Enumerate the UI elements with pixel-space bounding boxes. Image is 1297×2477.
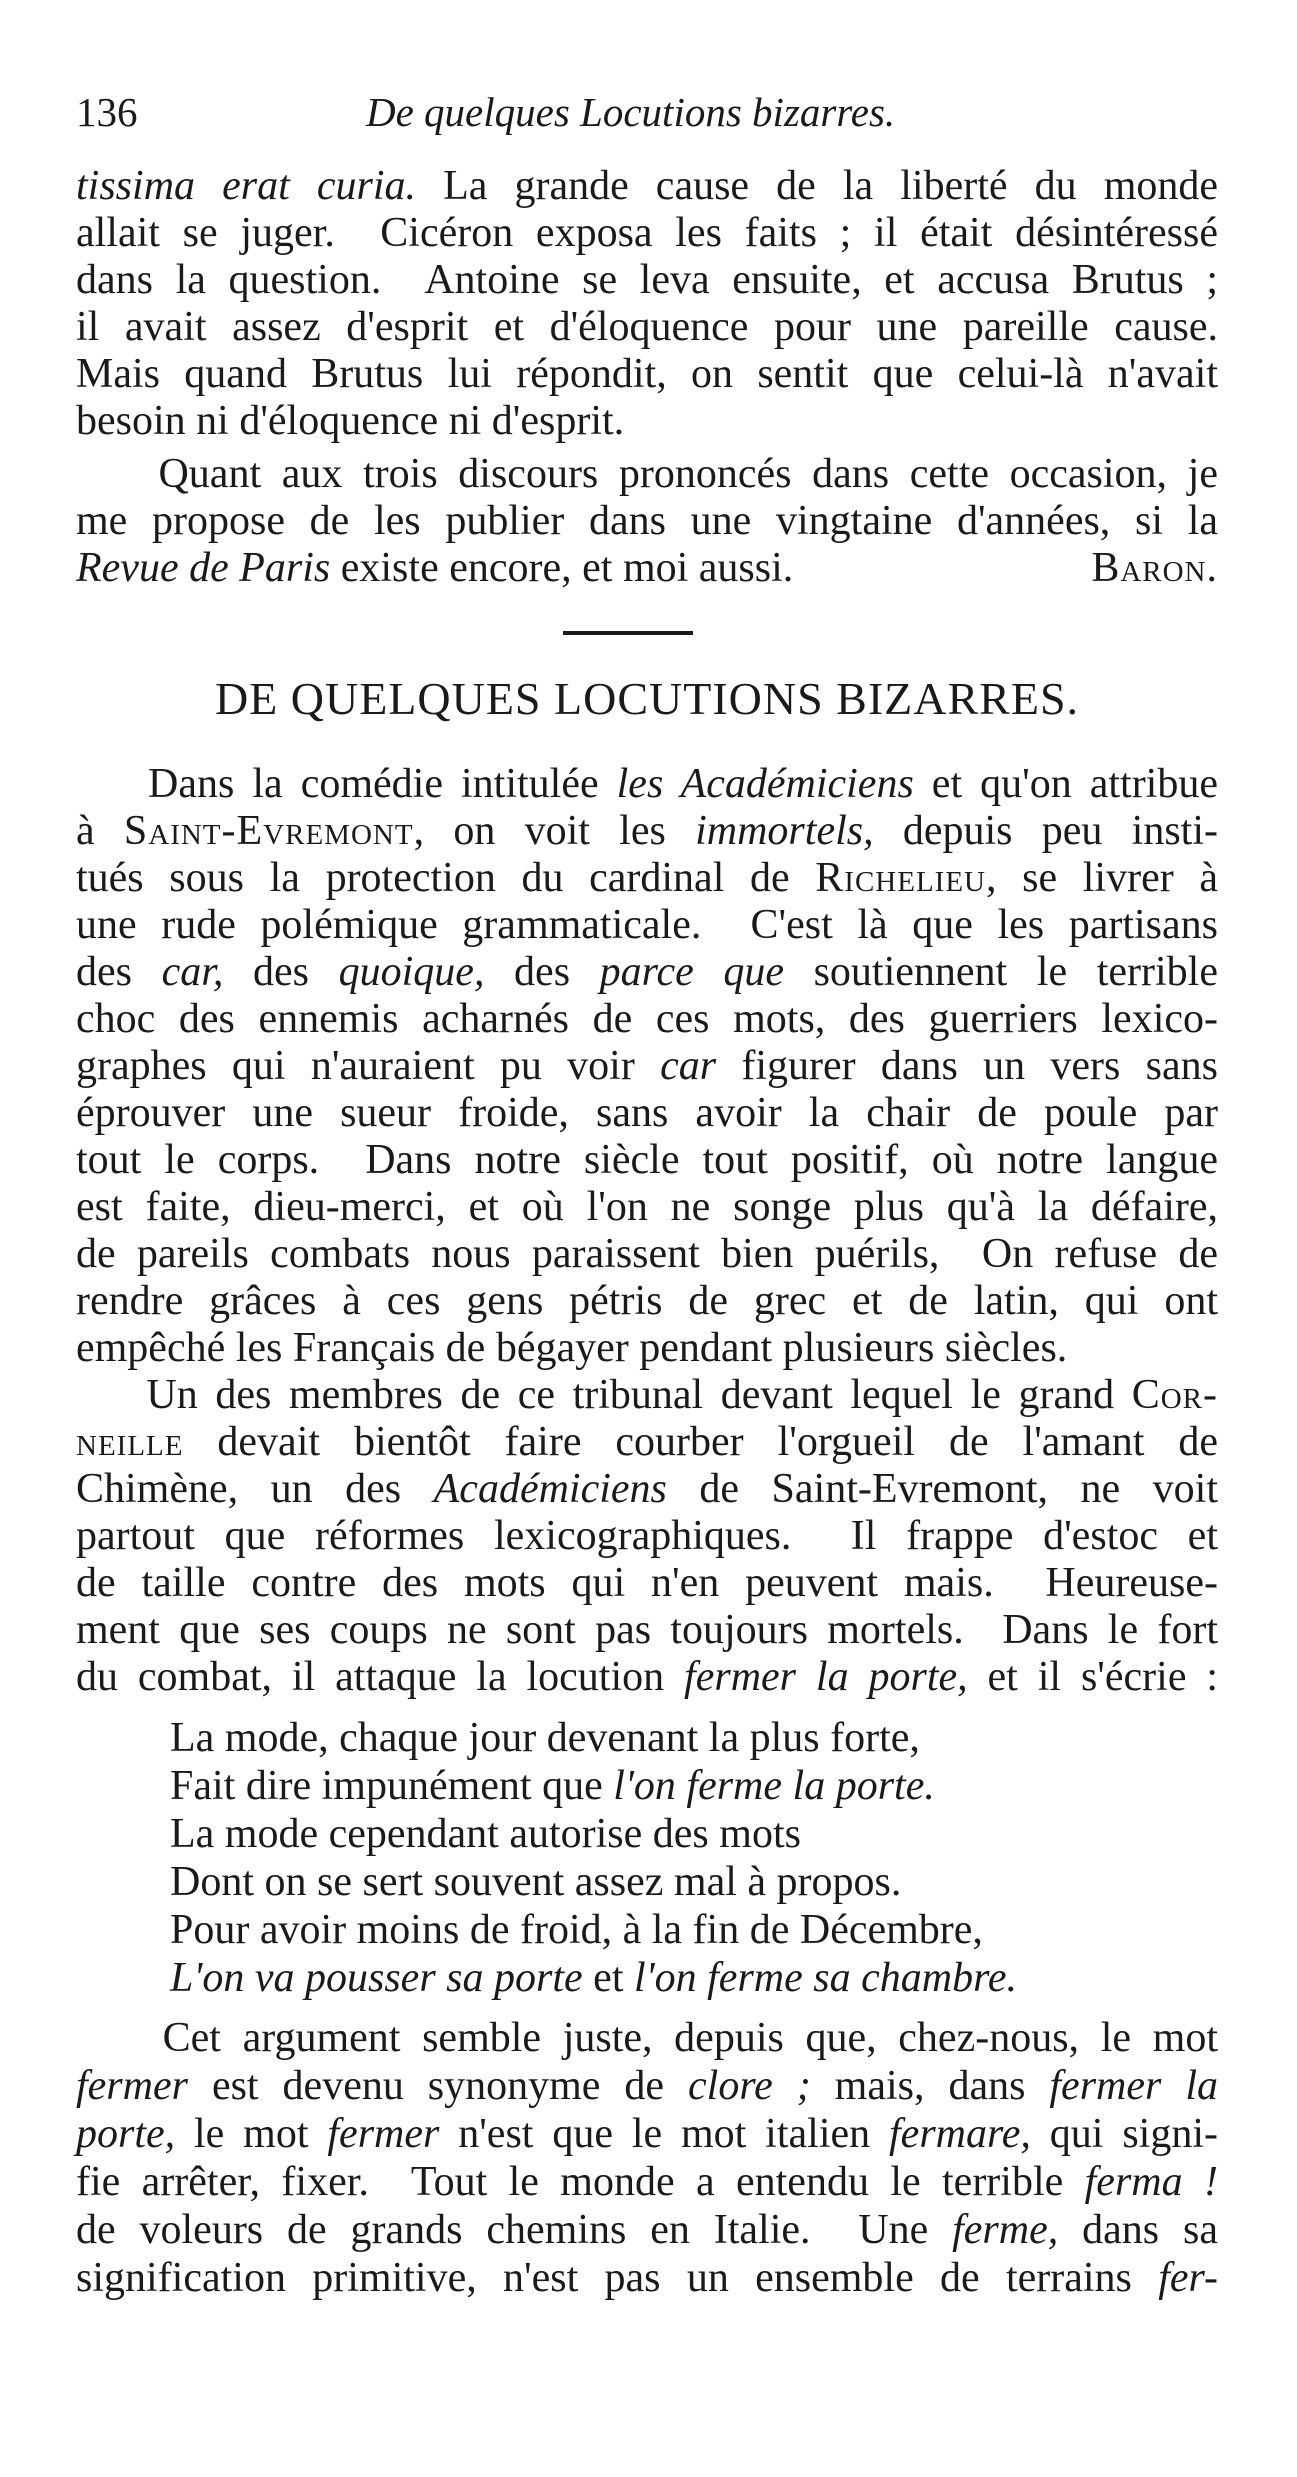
text-run: existe encore, et moi aussi.	[330, 545, 794, 591]
section-title: DE QUELQUES LOCUTIONS BIZARRES.	[214, 673, 1080, 724]
text-line	[76, 1089, 1218, 1137]
text-run: de pareils combats nous paraissent bien puérils, On refuse de	[76, 1231, 1218, 1277]
italic-text: fermer	[76, 2063, 188, 2109]
italic-text: L'on va pousser sa porte	[170, 1955, 583, 2001]
text-line	[76, 1277, 1218, 1325]
text-line	[76, 350, 1218, 398]
text-run: , se livrer à	[986, 855, 1218, 901]
text-line	[76, 544, 1218, 592]
italic-text: l'on ferme la porte.	[613, 1763, 935, 1809]
text-line	[76, 256, 1218, 304]
text-run: La mode, chaque jour devenant la plus forte,	[170, 1715, 920, 1761]
italic-text: Académiciens	[433, 1466, 667, 1512]
text-line	[76, 1653, 1218, 1701]
verse-line	[170, 1714, 920, 1762]
text-line	[76, 2062, 1218, 2110]
text-line	[76, 303, 1218, 351]
text-run: mais, dans	[810, 2063, 1050, 2109]
text-line	[76, 901, 1218, 949]
text-run: choc des ennemis acharnés de ces mots, des guerriers lexico-	[76, 996, 1218, 1042]
text-run: Pour avoir moins de froid, à la fin de Décembre,	[170, 1907, 983, 1953]
text-line	[76, 2158, 1218, 2206]
italic-text: porte,	[76, 2111, 176, 2157]
italic-text: car	[660, 1043, 717, 1089]
text-run: est devenu synonyme de	[187, 2063, 689, 2109]
text-run: et il s'écrie :	[967, 1654, 1219, 1700]
text-line	[76, 807, 1218, 855]
text-line	[76, 2014, 1218, 2062]
text-line	[76, 450, 1218, 498]
text-line	[76, 209, 1218, 257]
text-line	[76, 1324, 1067, 1372]
text-run: Chimène, un des	[76, 1466, 434, 1512]
italic-text: parce que	[599, 949, 784, 995]
text-line	[76, 1512, 1218, 1560]
text-run: il avait assez d'esprit et d'éloquence pour une pareille cause.	[76, 304, 1218, 350]
text-run: des	[76, 949, 162, 995]
text-run: ment que ses coups ne sont pas toujours mortels. Dans le fort	[76, 1607, 1218, 1653]
italic-text: les Académiciens	[616, 761, 914, 807]
text-run: tout le corps. Dans notre siècle tout positif, où notre langue	[76, 1137, 1218, 1183]
text-run: dans sa	[1058, 2207, 1218, 2253]
verse-line	[170, 1858, 901, 1906]
text-run: et	[582, 1955, 634, 2001]
text-run: Dans la comédie intitulée	[76, 761, 617, 807]
running-head	[76, 88, 1218, 148]
italic-text: ferma !	[1084, 2159, 1218, 2205]
text-line	[76, 995, 1218, 1043]
text-run: fie arrêter, fixer. Tout le monde a entendu le terrible	[76, 2159, 1085, 2205]
small-caps-text: Saint-Evremont	[123, 808, 414, 854]
text-run: partout que réformes lexicographiques. Il frappe d'estoc et	[76, 1513, 1218, 1559]
italic-text: fermare,	[889, 2111, 1031, 2157]
italic-text: immortels,	[695, 808, 874, 854]
text-run: Cet argument semble juste, depuis que, chez-nous, le mot	[76, 2015, 1218, 2061]
italic-text: fermer la porte,	[684, 1654, 968, 1700]
verse-line	[170, 1954, 1017, 2002]
text-run: empêché les Français de bégayer pendant plusieurs siècles.	[76, 1325, 1068, 1371]
small-caps-text: Richelieu	[815, 855, 986, 901]
text-run: éprouver une sueur froide, sans avoir la chair de poule par	[76, 1090, 1218, 1136]
text-run: La grande cause de la liberté du monde	[416, 163, 1218, 209]
verse-line	[170, 1762, 935, 1810]
text-run: La mode cependant autorise des mots	[170, 1811, 801, 1857]
italic-text: car,	[161, 949, 224, 995]
text-line	[76, 1371, 1218, 1419]
italic-text: Revue de Paris	[76, 545, 331, 591]
small-caps-text: neille	[76, 1419, 184, 1465]
italic-text: fermer	[327, 2111, 440, 2157]
italic-text: quoique,	[338, 949, 485, 995]
text-line	[76, 1606, 1218, 1654]
text-line	[76, 1230, 1218, 1278]
running-title: De quelques Locutions bizarres.	[366, 89, 896, 135]
text-run: me propose de les publier dans une vingtaine d'années, si la	[76, 498, 1218, 544]
italic-text: clore ;	[688, 2063, 811, 2109]
verse-line	[170, 1906, 983, 1954]
text-run: devait bientôt faire courber l'orgueil de l'amant de	[183, 1419, 1218, 1465]
italic-text: tissima erat curia.	[76, 163, 416, 209]
text-run: qui signi-	[1030, 2111, 1218, 2157]
text-line	[76, 854, 1218, 902]
text-run: des	[223, 949, 339, 995]
text-line	[76, 1418, 1218, 1466]
text-run: de taille contre des mots qui n'en peuvent mais. Heureuse-	[76, 1560, 1218, 1606]
text-line	[76, 1183, 1218, 1231]
verse-line	[170, 1810, 801, 1858]
text-run: n'est que le mot italien	[439, 2111, 890, 2157]
small-caps-text: Cor-	[1131, 1372, 1218, 1418]
text-run: Dont on se sert souvent assez mal à propos.	[170, 1859, 902, 1905]
text-run: Un des membres de ce tribunal devant lequel le grand	[76, 1372, 1132, 1418]
text-run: tués sous la protection du cardinal de	[76, 855, 816, 901]
author-signature: Baron.	[1091, 545, 1218, 591]
text-line	[76, 1559, 1218, 1607]
text-run: à	[76, 808, 124, 854]
text-run: et qu'on attribue	[913, 761, 1218, 807]
italic-text: fer-	[1158, 2255, 1218, 2301]
text-line	[76, 948, 1218, 996]
italic-text: l'on ferme sa chambre.	[633, 1955, 1018, 2001]
text-run: Fait dire impunément que	[170, 1763, 614, 1809]
text-line	[76, 760, 1218, 808]
text-run: des	[484, 949, 600, 995]
text-run: Mais quand Brutus lui répondit, on sentit que celui-là n'avait	[76, 351, 1218, 397]
text-line	[76, 1042, 1218, 1090]
text-run: , on voit les	[413, 808, 696, 854]
text-line	[76, 2110, 1218, 2158]
text-run: figurer dans un vers sans	[716, 1043, 1218, 1089]
page-number: 136	[76, 89, 138, 135]
text-line	[76, 162, 1218, 210]
text-line	[76, 1465, 1218, 1513]
text-run: du combat, il attaque la locution	[76, 1654, 685, 1700]
text-run: signification primitive, n'est pas un ensemble de terrains	[76, 2255, 1159, 2301]
text-line	[76, 2206, 1218, 2254]
text-line	[76, 497, 1218, 545]
text-run: de voleurs de grands chemins en Italie. Une	[76, 2207, 953, 2253]
text-line	[76, 397, 624, 445]
section-divider	[563, 631, 693, 635]
text-run: soutiennent le terrible	[783, 949, 1218, 995]
text-run: le mot	[175, 2111, 328, 2157]
text-run: graphes qui n'auraient pu voir	[76, 1043, 661, 1089]
italic-text: fermer la	[1049, 2063, 1218, 2109]
text-run: est faite, dieu-merci, et où l'on ne songe plus qu'à la défaire,	[76, 1184, 1218, 1230]
text-line	[76, 2254, 1218, 2302]
text-line	[76, 1136, 1218, 1184]
italic-text: ferme,	[952, 2207, 1059, 2253]
text-run: depuis peu insti-	[873, 808, 1218, 854]
text-run: dans la question. Antoine se leva ensuite, et accusa Brutus ;	[76, 257, 1218, 303]
text-run: Quant aux trois discours prononcés dans cette occasion, je	[76, 451, 1218, 497]
text-run: allait se juger. Cicéron exposa les faits ; il était désintéressé	[76, 210, 1218, 256]
text-run: de Saint-Evremont, ne voit	[666, 1466, 1218, 1512]
text-run: une rude polémique grammaticale. C'est là que les partisans	[76, 902, 1218, 948]
text-run: rendre grâces à ces gens pétris de grec et de latin, qui ont	[76, 1278, 1218, 1324]
text-run: besoin ni d'éloquence ni d'esprit.	[76, 398, 625, 444]
